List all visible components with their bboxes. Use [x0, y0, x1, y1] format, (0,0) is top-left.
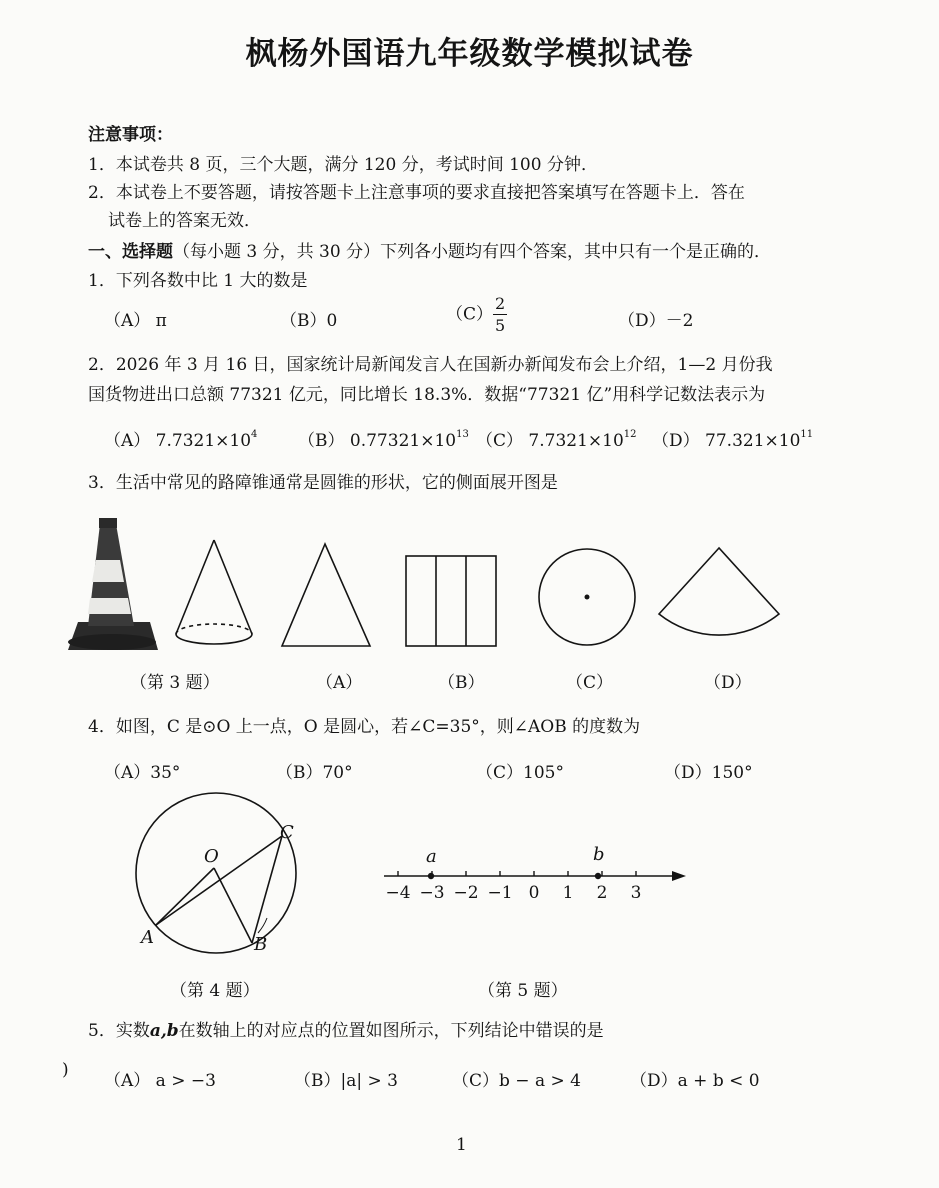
q2-option-c: [476, 426, 637, 451]
q1-option-c-label: （C）: [446, 304, 494, 325]
q2-option-b-exponent: 13: [456, 429, 469, 441]
q5-number-line: [380, 840, 700, 910]
fraction-numerator: 2: [495, 294, 506, 313]
tick-label: −2: [453, 883, 479, 903]
q4-option-b: （B）70°: [276, 763, 353, 783]
q1-stem: 1．下列各数中比 1 大的数是: [88, 271, 308, 291]
point-a-dot: [428, 873, 434, 879]
q2-option-a: [104, 426, 257, 451]
q3-caption-d: （D）: [704, 673, 752, 693]
tick-label: −1: [487, 883, 513, 903]
point-c-label: C: [280, 822, 294, 843]
q2-option-d: [652, 426, 813, 451]
q4-figure-caption: （第 4 题）: [170, 981, 260, 1001]
tick-label: 3: [630, 883, 642, 903]
q2-option-d-mantissa: （D） 77.321×10: [652, 431, 801, 451]
q2-option-a-mantissa: （A） 7.7321×10: [104, 431, 252, 451]
point-b-dot: [595, 873, 601, 879]
q3-caption-c: （C）: [566, 673, 614, 693]
point-o-label: O: [204, 846, 219, 867]
page-number: 1: [456, 1135, 467, 1155]
q2-option-a-exponent: 4: [251, 429, 258, 441]
section-heading: [88, 237, 771, 262]
q5-stem-variables: a,b: [149, 1021, 179, 1041]
option-b-rectangle: [406, 556, 496, 646]
tick-label: 2: [596, 883, 608, 903]
q3-figure-caption: （第 3 题）: [130, 673, 220, 693]
traffic-cone-image: [68, 518, 158, 650]
number-line-b-label: b: [593, 844, 605, 865]
section-label: 一、选择题: [88, 242, 173, 262]
q2-option-d-exponent: 11: [800, 429, 814, 441]
q5-option-c: （C）b − a > 4: [452, 1071, 581, 1091]
q1-option-c-fraction: [493, 296, 507, 334]
option-d-sector: [659, 548, 779, 635]
q4-option-d: （D）150°: [664, 763, 753, 783]
tick-label: −3: [419, 883, 445, 903]
tick-label: 0: [528, 883, 540, 903]
number-line-arrow: [672, 871, 686, 881]
q5-stem: [88, 1016, 604, 1041]
number-line-a-label: a: [426, 846, 437, 867]
q3-figures: [0, 510, 939, 670]
section-instructions: （每小题 3 分，共 30 分）下列各小题均有四个答案，其中只有一个是正确的．: [173, 242, 772, 262]
page-title: 枫杨外国语九年级数学模拟试卷: [245, 36, 694, 72]
q3-stem: 3．生活中常见的路障锥通常是圆锥的形状，它的侧面展开图是: [88, 473, 558, 493]
q2-option-c-mantissa: （C） 7.7321×10: [476, 431, 624, 451]
tick-label: 1: [562, 883, 574, 903]
q5-option-b: （B）|a| > 3: [294, 1071, 398, 1091]
q5-stem-suffix: 在数轴上的对应点的位置如图所示，下列结论中错误的是: [178, 1021, 604, 1041]
notes-item-2: 2．本试卷上不要答题，请按答题卡上注意事项的要求直接把答案填写在答题卡上．答在: [88, 183, 745, 203]
cone-drawing: [176, 540, 252, 644]
option-c-circle: [539, 549, 635, 645]
q5-option-d: （D）a + b < 0: [630, 1071, 760, 1091]
q1-option-a: （A） π: [104, 311, 167, 331]
q5-figure-caption: （第 5 题）: [478, 981, 568, 1001]
q3-caption-b: （B）: [438, 673, 485, 693]
q4-option-a: （A）35°: [104, 763, 181, 783]
q1-option-d: （D）－2: [618, 311, 694, 331]
notes-item-1: 1．本试卷共 8 页，三个大题，满分 120 分，考试时间 100 分钟．: [88, 155, 598, 175]
point-b-label: B: [254, 934, 268, 955]
option-a-triangle: [282, 544, 370, 646]
q3-caption-a: （A）: [316, 673, 363, 693]
q2-stem-line2: 国货物进出口总额 77321 亿元，同比增长 18.3%．数据“77321 亿”用科学记数法表示为: [88, 385, 766, 405]
q5-stem-prefix: 5．实数: [88, 1021, 150, 1041]
point-a-label: A: [141, 927, 154, 948]
q2-option-c-exponent: 12: [623, 429, 637, 441]
q2-option-b: [298, 426, 469, 451]
q1-option-b: （B）0: [280, 311, 338, 331]
q1-option-c: [446, 296, 507, 334]
q2-stem-line1: 2．2026 年 3 月 16 日，国家统计局新闻发言人在国新办新闻发布会上介绍，1—2 月份我: [88, 355, 773, 375]
q4-stem: 4．如图，C 是⊙O 上一点，O 是圆心，若∠C=35°，则∠AOB 的度数为: [88, 717, 641, 737]
q4-option-c: （C）105°: [476, 763, 564, 783]
q2-option-b-mantissa: （B） 0.77321×10: [298, 431, 457, 451]
q5-option-a: （A） a > −3: [104, 1071, 216, 1091]
notes-heading: 注意事项：: [88, 125, 173, 145]
q4-circle-figure: [120, 790, 320, 970]
margin-mark: ): [62, 1060, 69, 1080]
notes-item-2-cont: 试卷上的答案无效．: [108, 211, 261, 231]
fraction-denominator: 5: [495, 316, 506, 335]
figure-segments: [156, 836, 282, 943]
tick-label: −4: [385, 883, 411, 903]
